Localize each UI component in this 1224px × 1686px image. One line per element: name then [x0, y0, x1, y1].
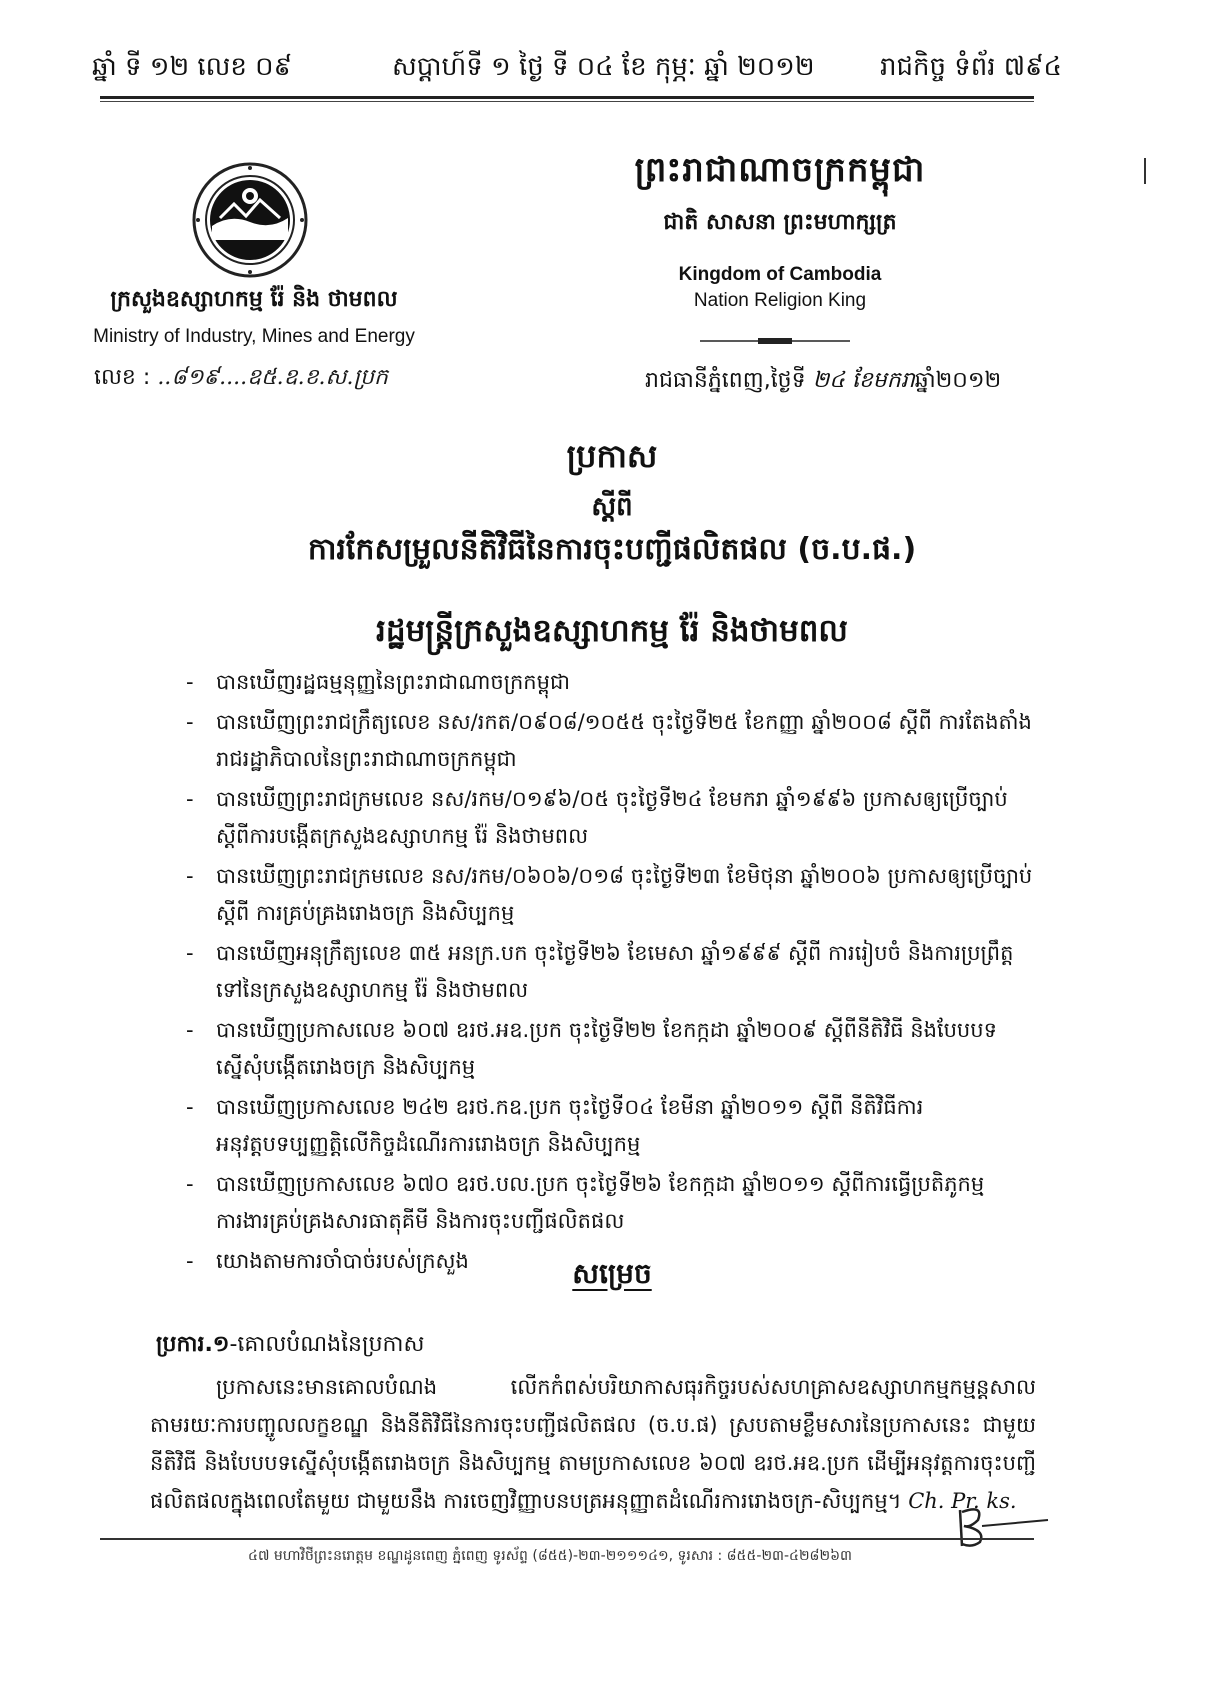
visa-item: - បានឃើញព្រះរាជក្រឹត្យលេខ នស/រកត/០៩០៨/១០៥៥ ចុះថ្ងៃទី២៥ ខែកញ្ញា ឆ្នាំ២០០៨ ស្តីពី ការតែងតាំងរាជរដ្ឋាភិបាលនៃព្រះរាជាណាចក្រកម្ពុជា: [186, 710, 1032, 771]
gazette-page-number: រាជកិច្ច ទំព័រ ៧៩៤: [880, 52, 1062, 82]
header-rule-thin: [100, 101, 1034, 102]
reference-number: [94, 363, 388, 395]
kingdom-name-khmer: ព្រះរាជាណាចក្រកម្ពុជា: [634, 150, 926, 190]
divider-ornament-icon: [700, 336, 850, 346]
national-motto-khmer: ជាតិ សាសនា ព្រះមហាក្សត្រ: [663, 210, 897, 235]
kingdom-name-english: Kingdom of Cambodia: [678, 264, 882, 285]
signature-mark-icon: [940, 1490, 1050, 1550]
document-subject: ការកែសម្រួលនីតិវិធីនៃការចុះបញ្ជីផលិតផល (ច.ប.ផ.): [307, 532, 917, 567]
reference-value: ..៨១៩....ឧ៥.ឧ.ខ.ស.ប្រក: [157, 365, 388, 390]
visa-item: - យោងតាមការចាំបាច់របស់ក្រសួង: [186, 1249, 469, 1273]
article-1-heading: [156, 1330, 424, 1362]
visa-list: [186, 664, 1036, 1283]
header-rule: [100, 96, 1034, 99]
ministry-name-khmer: ក្រសួងឧស្សាហកម្ម រ៉ែ និង ថាមពល: [110, 287, 398, 312]
visa-item: - បានឃើញព្រះរាជក្រមលេខ នស/រកម/០៦០៦/០១៨ ចុះថ្ងៃទី២៣ ខែមិថុនា ឆ្នាំ២០០៦ ប្រកាសឲ្យប្រើច្បាប់ ស្តីពី ការគ្រប់គ្រងរោងចក្រ និងសិប្បកម្ម: [186, 864, 1033, 925]
date-day: ២៤: [812, 368, 845, 393]
visa-item: - បានឃើញអនុក្រឹត្យលេខ ៣៥ អនក្រ.បក ចុះថ្ងៃទី២៦ ខែមេសា ឆ្នាំ១៩៩៩ ស្តីពី ការរៀបចំ និងការប្រព្រឹត្តទៅនៃក្រសួងឧស្សាហកម្ម រ៉ែ និងថាមពល: [186, 941, 1014, 1002]
visa-item: - បានឃើញប្រកាសលេខ ២៤២ ឧរថ.កឧ.ប្រក ចុះថ្ងៃទី០៤ ខែមីនា ឆ្នាំ២០១១ ស្តីពី នីតិវិធីការអនុវត្តបទប្បញ្ញត្តិលើកិច្ចដំណើរការរោងចក្រ និងសិប្បកម្ម: [186, 1095, 924, 1156]
article-1-label: ប្រការ.១: [156, 1332, 230, 1357]
ministry-name-english: Ministry of Industry, Mines and Energy: [93, 326, 415, 347]
gazette-year-number: ឆ្នាំ ទី ១២ លេខ ០៩: [92, 52, 293, 82]
minister-heading: រដ្ឋមន្ត្រីក្រសួងឧស្សាហកម្ម រ៉ែ និងថាមពល: [376, 613, 848, 649]
document-type-title: ប្រកាស: [566, 437, 658, 475]
visa-item: - បានឃើញប្រកាសលេខ ៦០៧ ឧរថ.អឧ.ប្រក ចុះថ្ងៃទី២២ ខែកក្កដា ឆ្នាំ២០០៩ ស្តីពីនីតិវិធី និងបែបបទស្នើសុំបង្កើតរោងចក្រ និងសិប្បកម្ម: [186, 1018, 997, 1079]
article-1-text: ប្រកាសនេះមានគោលបំណង លើកកំពស់បរិយាកាសធុរកិច្ចរបស់សហគ្រាសឧស្សាហកម្មកម្មន្តសាល តាមរយៈការបញ្ចូលលក្ខខណ្ឌ និងនីតិវិធីនៃការចុះបញ្ជីផលិតផល (ច.ប.ផ) ស្របតាមខ្លឹមសារនៃប្រកាសនេះ ជាមួយនីតិវិធី និងបែបបទស្នើសុំបង្កើតរោងចក្រ និងសិប្បកម្ម តាមប្រកាសលេខ ៦០៧ ឧរថ.អឧ.ប្រក ដើម្បីអនុវត្តការចុះបញ្ជីផលិតផលក្នុងពេលតែមួយ ជាមួយនឹង ការចេញវិញ្ញាបនបត្រអនុញ្ញាតដំណើរការរោងចក្រ-សិប្បកម្ម។: [150, 1375, 1036, 1513]
date-month: ខែមករា: [844, 368, 915, 393]
article-1-body: [150, 1368, 1036, 1520]
initials-mark: Ch. Pr. ks.: [908, 1489, 1017, 1513]
ministry-seal-icon: [190, 160, 310, 280]
reference-label: លេខ :: [94, 365, 151, 390]
decision-heading: សម្រេច: [572, 1257, 652, 1290]
footer-rule: [100, 1538, 1034, 1540]
visa-item: - បានឃើញរដ្ឋធម្មនុញ្ញនៃព្រះរាជាណាចក្រកម្ពុជា: [186, 670, 570, 694]
national-motto-english: Nation Religion King: [693, 290, 867, 311]
gazette-week-date: សប្តាហ៍ទី ១ ថ្ងៃ ទី ០៤ ខែ កុម្ភៈ ឆ្នាំ ២០១២: [392, 52, 815, 82]
on-heading: ស្តីពី: [591, 492, 633, 522]
article-1-title: -គោលបំណងនៃប្រកាស: [229, 1332, 425, 1357]
date-year: ឆ្នាំ២០១២: [914, 368, 1002, 393]
date-prefix: រាជធានីភ្នំពេញ,ថ្ងៃទី: [645, 368, 813, 393]
margin-mark: [1144, 158, 1146, 184]
visa-item: - បានឃើញប្រកាសលេខ ៦៧០ ឧរថ.បល.ប្រក ចុះថ្ងៃទី២៦ ខែកក្កដា ឆ្នាំ២០១១ ស្តីពីការធ្វើប្រតិភូកម្មការងារគ្រប់គ្រងសារធាតុគីមី និងការចុះបញ្ជីផលិតផល: [186, 1172, 985, 1233]
visa-item: - បានឃើញព្រះរាជក្រមលេខ នស/រកម/០១៩៦/០៥ ចុះថ្ងៃទី២៤ ខែមករា ឆ្នាំ១៩៩៦ ប្រកាសឲ្យប្រើច្បាប់ ស្តីពីការបង្កើតក្រសួងឧស្សាហកម្ម រ៉ែ និងថាមពល: [186, 787, 1008, 848]
footer-address: ៤៧ មហាវិថីព្រះនរោត្តម ខណ្ឌដូនពេញ ភ្នំពេញ ទូរស័ព្ទ (៨៥៥)-២៣-២១១១៤១, ទូរសារ : ៨៥៥-២៣-៤២៨២៦៣: [248, 1548, 852, 1564]
issue-date: [645, 366, 1001, 398]
